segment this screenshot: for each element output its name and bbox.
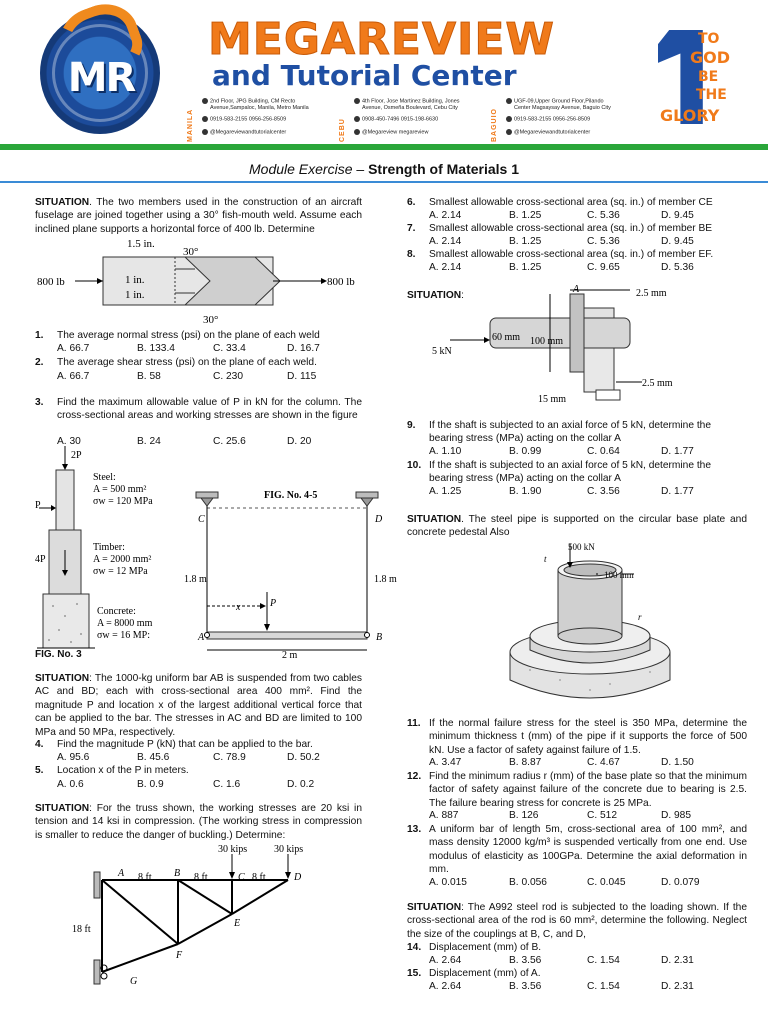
question-6: 6. Smallest allowable cross-sectional area (sq. in.) of member CE (407, 197, 713, 208)
svg-text:E: E (234, 918, 241, 929)
question-4: 4. Find the magnitude P (kN) that can be applied to the bar. (35, 739, 313, 750)
phone-icon (354, 116, 360, 122)
fig-3-label: FIG. No. 3 (35, 649, 82, 660)
motto-word: BE (698, 69, 719, 85)
figure-shaft-collar (410, 282, 720, 412)
brand-title: MEGAREVIEW (208, 14, 555, 65)
svg-text:100 mm: 100 mm (530, 336, 564, 347)
svg-text:15 mm: 15 mm (538, 394, 567, 405)
svg-text:Steel:: Steel: (93, 472, 116, 483)
svg-text:A: A (118, 868, 125, 879)
svg-text:8 ft: 8 ft (194, 872, 208, 883)
situation-3: SITUATION: For the truss shown, the working stresses are 20 ksi in tension and 14 ksi in compression. (The working stress in compression is smaller to reduce the danger of buckling.) Determine: (35, 803, 362, 841)
question-12: 12. Find the minimum radius r (mm) of the base plate so that the minimum factor of safety against failure of the concrete due to bearing is 2.5. The failure bearing stress for concrete is 25 MPa. (407, 771, 747, 809)
branch-city: CEBU (339, 118, 346, 142)
fig-dim-top: 1.5 in. (127, 238, 155, 250)
page-header (0, 0, 768, 152)
svg-text:2P: 2P (71, 450, 82, 461)
question-9: 9. If the shaft is subjected to an axial force of 5 kN, determine the bearing stress (MPa) acting on the collar A (407, 420, 712, 445)
phone-icon (506, 116, 512, 122)
svg-text:G: G (130, 976, 138, 987)
svg-text:Concrete:: Concrete: (97, 606, 136, 617)
figure-pipe-pedestal (500, 540, 680, 712)
fig-4-5-label: FIG. No. 4-5 (264, 490, 318, 501)
svg-text:60 mm: 60 mm (492, 332, 521, 343)
branch-contacts (186, 96, 726, 142)
logo-text: MR (67, 55, 135, 101)
svg-text:t: t (544, 554, 547, 564)
location-icon (202, 98, 208, 104)
svg-text:P: P (270, 598, 277, 609)
branch-city: BAGUIO (491, 108, 498, 142)
svg-text:8 ft: 8 ft (252, 872, 266, 883)
branch-cebu: CEBU 4th Floor, Jose Martinez Building, Jones Avenue, Osmeña Boulevard, Cebu City 0908-450-7496 0915-198-6630 @Megareview megareview (338, 96, 508, 142)
location-icon (506, 98, 512, 104)
figure-truss (72, 840, 330, 990)
facebook-icon (354, 129, 360, 135)
svg-text:B: B (376, 632, 383, 643)
question-10: 10. If the shaft is subjected to an axial force of 5 kN, determine the bearing stress (MPa) acting on the collar A (407, 460, 712, 485)
svg-text:F: F (176, 950, 183, 961)
motto-word: GOD (690, 48, 731, 67)
situation-2: SITUATION: The 1000-kg uniform bar AB is suspended from two cables AC and BD; each with cross-sectional area 400 mm². Find the magnitude P and location x of the largest additional vertical force that can be applied to the bar. The stresses in AC and BD are limited to 100 MPa and 50 MPa, respectively. (35, 673, 362, 738)
svg-text:A = 2000 mm²: A = 2000 mm² (93, 554, 152, 565)
page-title: Module Exercise – Strength of Materials 1 (249, 161, 519, 177)
fig-dim-1: 1 in. (125, 274, 145, 286)
svg-text:1.8 m: 1.8 m (184, 574, 207, 585)
svg-text:C: C (238, 872, 245, 883)
facebook-icon (202, 129, 208, 135)
title-underline (0, 181, 768, 183)
fig-angle-bottom: 30° (203, 314, 219, 326)
situation-4: SITUATION: (407, 290, 464, 301)
svg-text:σw = 16 MP:: σw = 16 MP: (97, 630, 150, 641)
svg-text:A = 500 mm²: A = 500 mm² (93, 484, 147, 495)
header-divider (0, 144, 768, 150)
svg-text:500 kN: 500 kN (568, 542, 595, 552)
svg-text:A: A (198, 632, 205, 643)
svg-text:Timber:: Timber: (93, 542, 125, 553)
svg-text:D: D (375, 514, 383, 525)
svg-text:5 kN: 5 kN (432, 346, 452, 357)
svg-text:B: B (174, 868, 181, 879)
svg-text:C: C (198, 514, 205, 525)
svg-text:30 kips: 30 kips (218, 844, 248, 855)
svg-text:8 ft: 8 ft (138, 872, 152, 883)
question-8: 8. Smallest allowable cross-sectional area (sq. in.) of member EF. (407, 249, 714, 260)
question-13: 13. A uniform bar of length 5m, cross-sectional area of 100 mm², and mass density 12000 kg/m³ is suspended vertically from one end. Use modulus of elasticity as 100GPa. Determine the axial deformation in mm. (407, 824, 747, 876)
question-11: 11. If the normal failure stress for the steel is 350 MPa, determine the minimum thickness t (mm) of the pipe if it supports the force of 500 kN. Use a factor of safety against failure of 1.5. (407, 718, 747, 756)
svg-text:P: P (35, 500, 41, 511)
fig-angle-top: 30° (183, 246, 199, 258)
situation-1: SITUATION. The two members used in the construction of an aircraft fuselage are joined together using a 30° fish-mouth weld. Assume each inclined plane supports a horizontal force of 400 lb. Determine (35, 197, 362, 235)
branch-manila: MANILA 2nd Floor, JPG Building, CM Recto Avenue,Sampaloc, Manila, Metro Manila 0919-583-2155 0956-256-8509 @Megareviewandtutorialcenter (186, 96, 356, 142)
figure-column (35, 446, 170, 662)
facebook-icon (506, 129, 512, 135)
question-7: 7. Smallest allowable cross-sectional area (sq. in.) of member BE (407, 223, 713, 234)
situation-6: SITUATION: The A992 steel rod is subjected to the loading shown. If the cross-sectional area of the rod is 60 mm², determine the following. Neglect the size of the couplings at B, C, and D, (407, 902, 747, 940)
question-2: 2. The average shear stress (psi) on the plane of each weld. (35, 357, 317, 368)
svg-text:4P: 4P (35, 554, 46, 565)
motto-word: TO (698, 31, 720, 47)
svg-text:σw = 12 MPa: σw = 12 MPa (93, 566, 148, 577)
svg-text:2 m: 2 m (282, 650, 298, 661)
svg-text:A: A (573, 284, 580, 295)
svg-text:r: r (638, 612, 642, 622)
branch-baguio: BAGUIO UGF-09,Upper Ground Floor,Pilando Center Magsaysay Avenue, Baguio City 0919-583-2155 0956-256-8509 @Megareviewandtutorialcenter (490, 96, 660, 142)
fig-dim-2: 1 in. (125, 289, 145, 301)
question-3: 3. Find the maximum allowable value of P in kN for the column. The cross-sectional areas and working stresses are shown in the figure (35, 397, 362, 422)
fig-load-right: 800 lb (327, 276, 355, 288)
svg-text:D: D (294, 872, 302, 883)
svg-text:2.5 mm: 2.5 mm (642, 378, 673, 389)
question-1: 1. The average normal stress (psi) on the plane of each weld (35, 330, 320, 341)
figure-suspended-bar (178, 490, 408, 662)
figure-weld (35, 235, 365, 327)
question-15: 15. Displacement (mm) of A. (407, 968, 541, 979)
situation-5: SITUATION. The steel pipe is supported on the circular base plate and concrete pedestal Also (407, 514, 747, 539)
brand-subtitle: and Tutorial Center (212, 59, 517, 92)
question-14: 14. Displacement (mm) of B. (407, 942, 542, 953)
svg-text:2.5 mm: 2.5 mm (636, 288, 667, 299)
location-icon (354, 98, 360, 104)
motto-word: GLORY (660, 106, 720, 125)
svg-text:1.8 m: 1.8 m (374, 574, 397, 585)
fig-load-left: 800 lb (37, 276, 65, 288)
question-5: 5. Location x of the P in meters. (35, 765, 189, 776)
svg-text:x: x (236, 602, 241, 613)
svg-text:A = 8000 mm: A = 8000 mm (97, 618, 153, 629)
svg-text:100 mm: 100 mm (604, 570, 634, 580)
phone-icon (202, 116, 208, 122)
motto-word: THE (696, 87, 727, 103)
svg-text:30 kips: 30 kips (274, 844, 304, 855)
branch-city: MANILA (187, 108, 194, 142)
svg-text:18 ft: 18 ft (72, 924, 91, 935)
svg-text:σw = 120 MPa: σw = 120 MPa (93, 496, 153, 507)
